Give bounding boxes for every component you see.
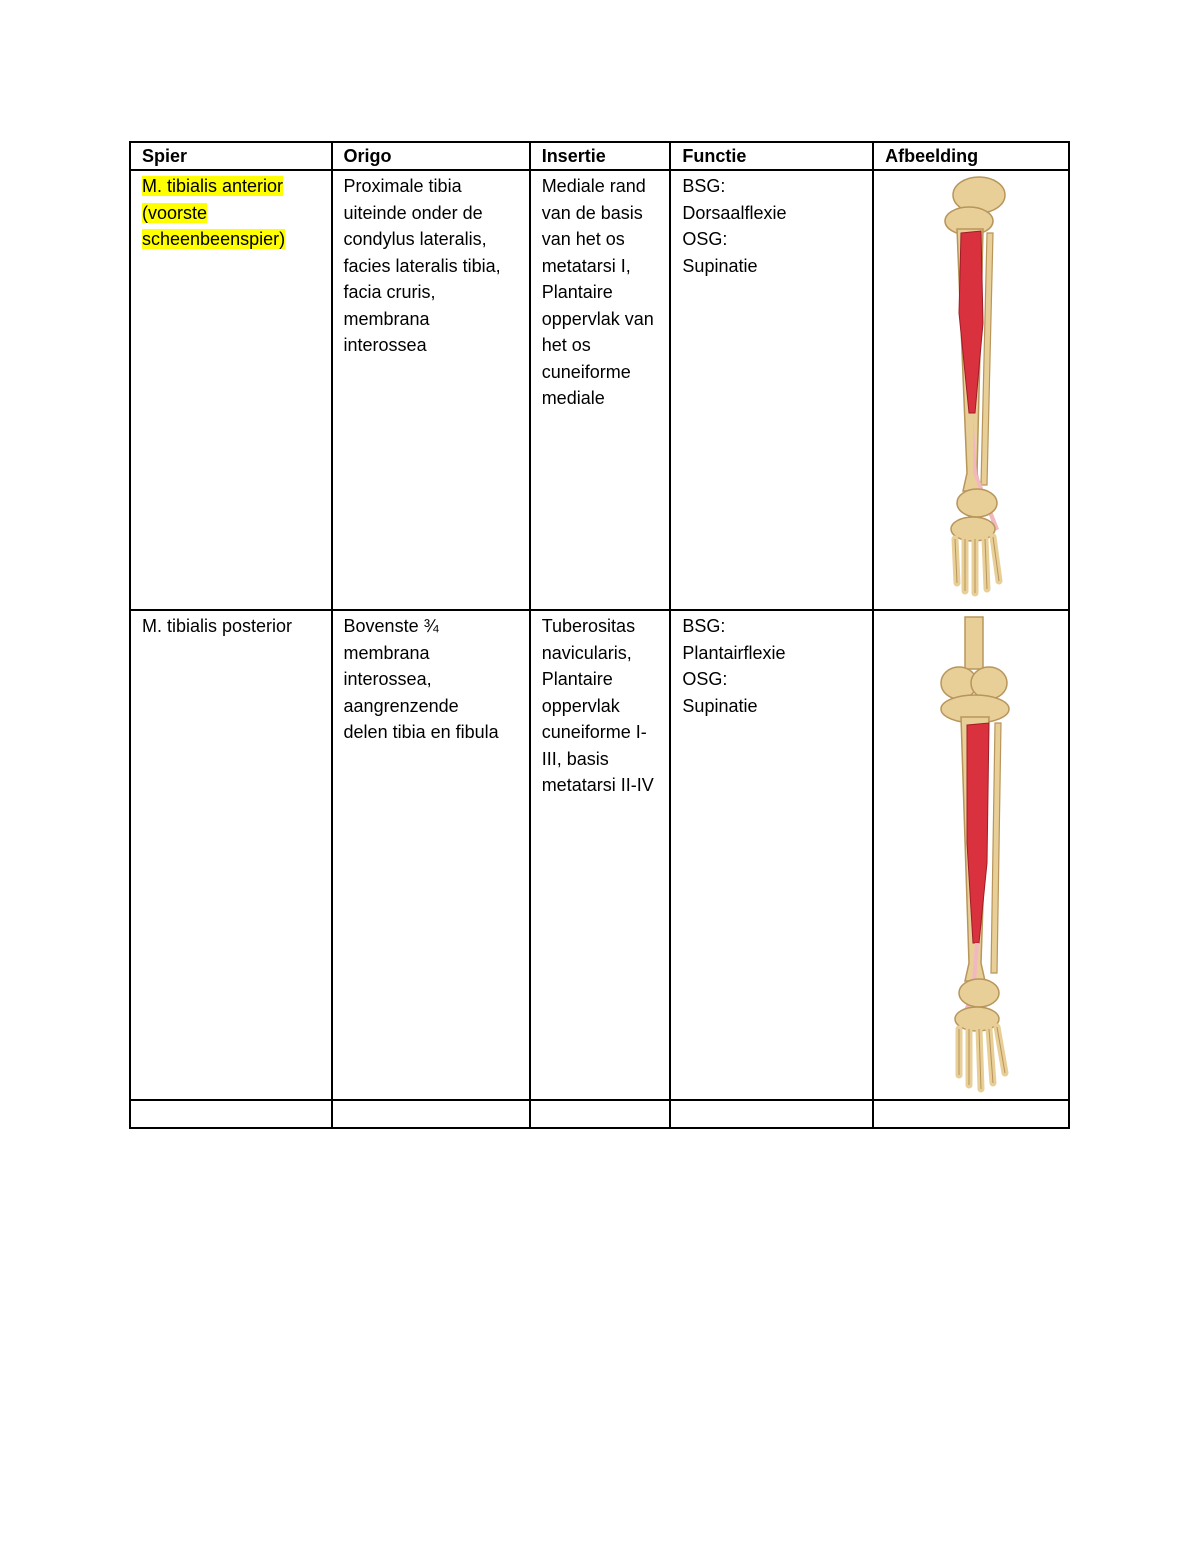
header-functie: Functie — [670, 142, 873, 170]
cell-functie — [670, 610, 873, 1100]
text-line: oppervlak — [541, 695, 620, 716]
header-insertie: Insertie — [530, 142, 671, 170]
text-line: cuneiforme I- — [541, 722, 647, 742]
empty-cell — [530, 1100, 671, 1128]
text-line: BSG: — [682, 616, 726, 636]
text-line: OSG: — [682, 229, 728, 249]
text-line: metatarsi II-IV — [541, 775, 654, 795]
text-line: Dorsaalflexie — [682, 202, 787, 223]
text-line: Bovenste ¾ — [343, 616, 439, 636]
text-line: interossea — [343, 335, 427, 355]
highlighted-text: M. tibialis anterior — [142, 176, 284, 196]
table-row-empty — [130, 1100, 1069, 1128]
cell-origo — [332, 170, 530, 610]
text-line: Tuberositas — [541, 616, 636, 636]
text-line: membrana — [343, 642, 430, 663]
text-line: delen tibia en fibula — [343, 722, 499, 742]
text-line: metatarsi I, — [541, 255, 631, 276]
empty-cell — [130, 1100, 332, 1128]
text-line: Supinatie — [682, 255, 758, 276]
empty-cell — [670, 1100, 873, 1128]
cell-afbeelding — [873, 610, 1069, 1100]
text-line: cuneiforme — [541, 361, 631, 382]
header-origo: Origo — [332, 142, 530, 170]
empty-cell — [332, 1100, 530, 1128]
cell-spier — [130, 610, 332, 1100]
header-spier: Spier — [130, 142, 332, 170]
text-line: OSG: — [682, 669, 728, 689]
table-row — [130, 610, 1069, 1100]
text-line: Plantairflexie — [682, 642, 786, 663]
text-line: condylus lateralis, — [343, 229, 487, 249]
text-line: navicularis, — [541, 642, 632, 663]
cell-spier — [130, 170, 332, 610]
cell-origo — [332, 610, 530, 1100]
text-line: Plantaire — [541, 282, 613, 302]
text-line: aangrenzende — [343, 695, 459, 716]
highlighted-text: (voorste — [142, 202, 208, 223]
text-line: Plantaire — [541, 669, 613, 689]
text-line: uiteinde onder de — [343, 202, 483, 223]
text-line: oppervlak van — [541, 308, 654, 329]
header-afbeelding: Afbeelding — [873, 142, 1069, 170]
text-line: facies lateralis tibia, — [343, 255, 501, 276]
text-line: M. tibialis posterior — [142, 616, 293, 636]
text-line: III, basis — [541, 748, 609, 769]
text-line: membrana — [343, 308, 430, 329]
muscle-table — [129, 141, 1070, 1129]
text-line: BSG: — [682, 176, 726, 196]
header-row — [130, 142, 1069, 170]
leg-anterior-illustration-icon — [923, 173, 1023, 609]
text-line: facia cruris, — [343, 282, 436, 302]
empty-cell — [873, 1100, 1069, 1128]
text-line: Mediale rand — [541, 176, 646, 196]
leg-posterior-illustration-icon — [923, 613, 1023, 1099]
text-line: van de basis — [541, 202, 643, 223]
cell-insertie — [530, 610, 671, 1100]
highlighted-text: scheenbeenspier) — [142, 229, 286, 249]
text-line: Proximale tibia — [343, 176, 462, 196]
cell-insertie — [530, 170, 671, 610]
text-line: interossea, — [343, 669, 432, 689]
cell-functie — [670, 170, 873, 610]
text-line: mediale — [541, 388, 605, 408]
table-row — [130, 170, 1069, 610]
text-line: het os — [541, 335, 591, 355]
text-line: Supinatie — [682, 695, 758, 716]
cell-afbeelding — [873, 170, 1069, 610]
text-line: van het os — [541, 229, 625, 249]
